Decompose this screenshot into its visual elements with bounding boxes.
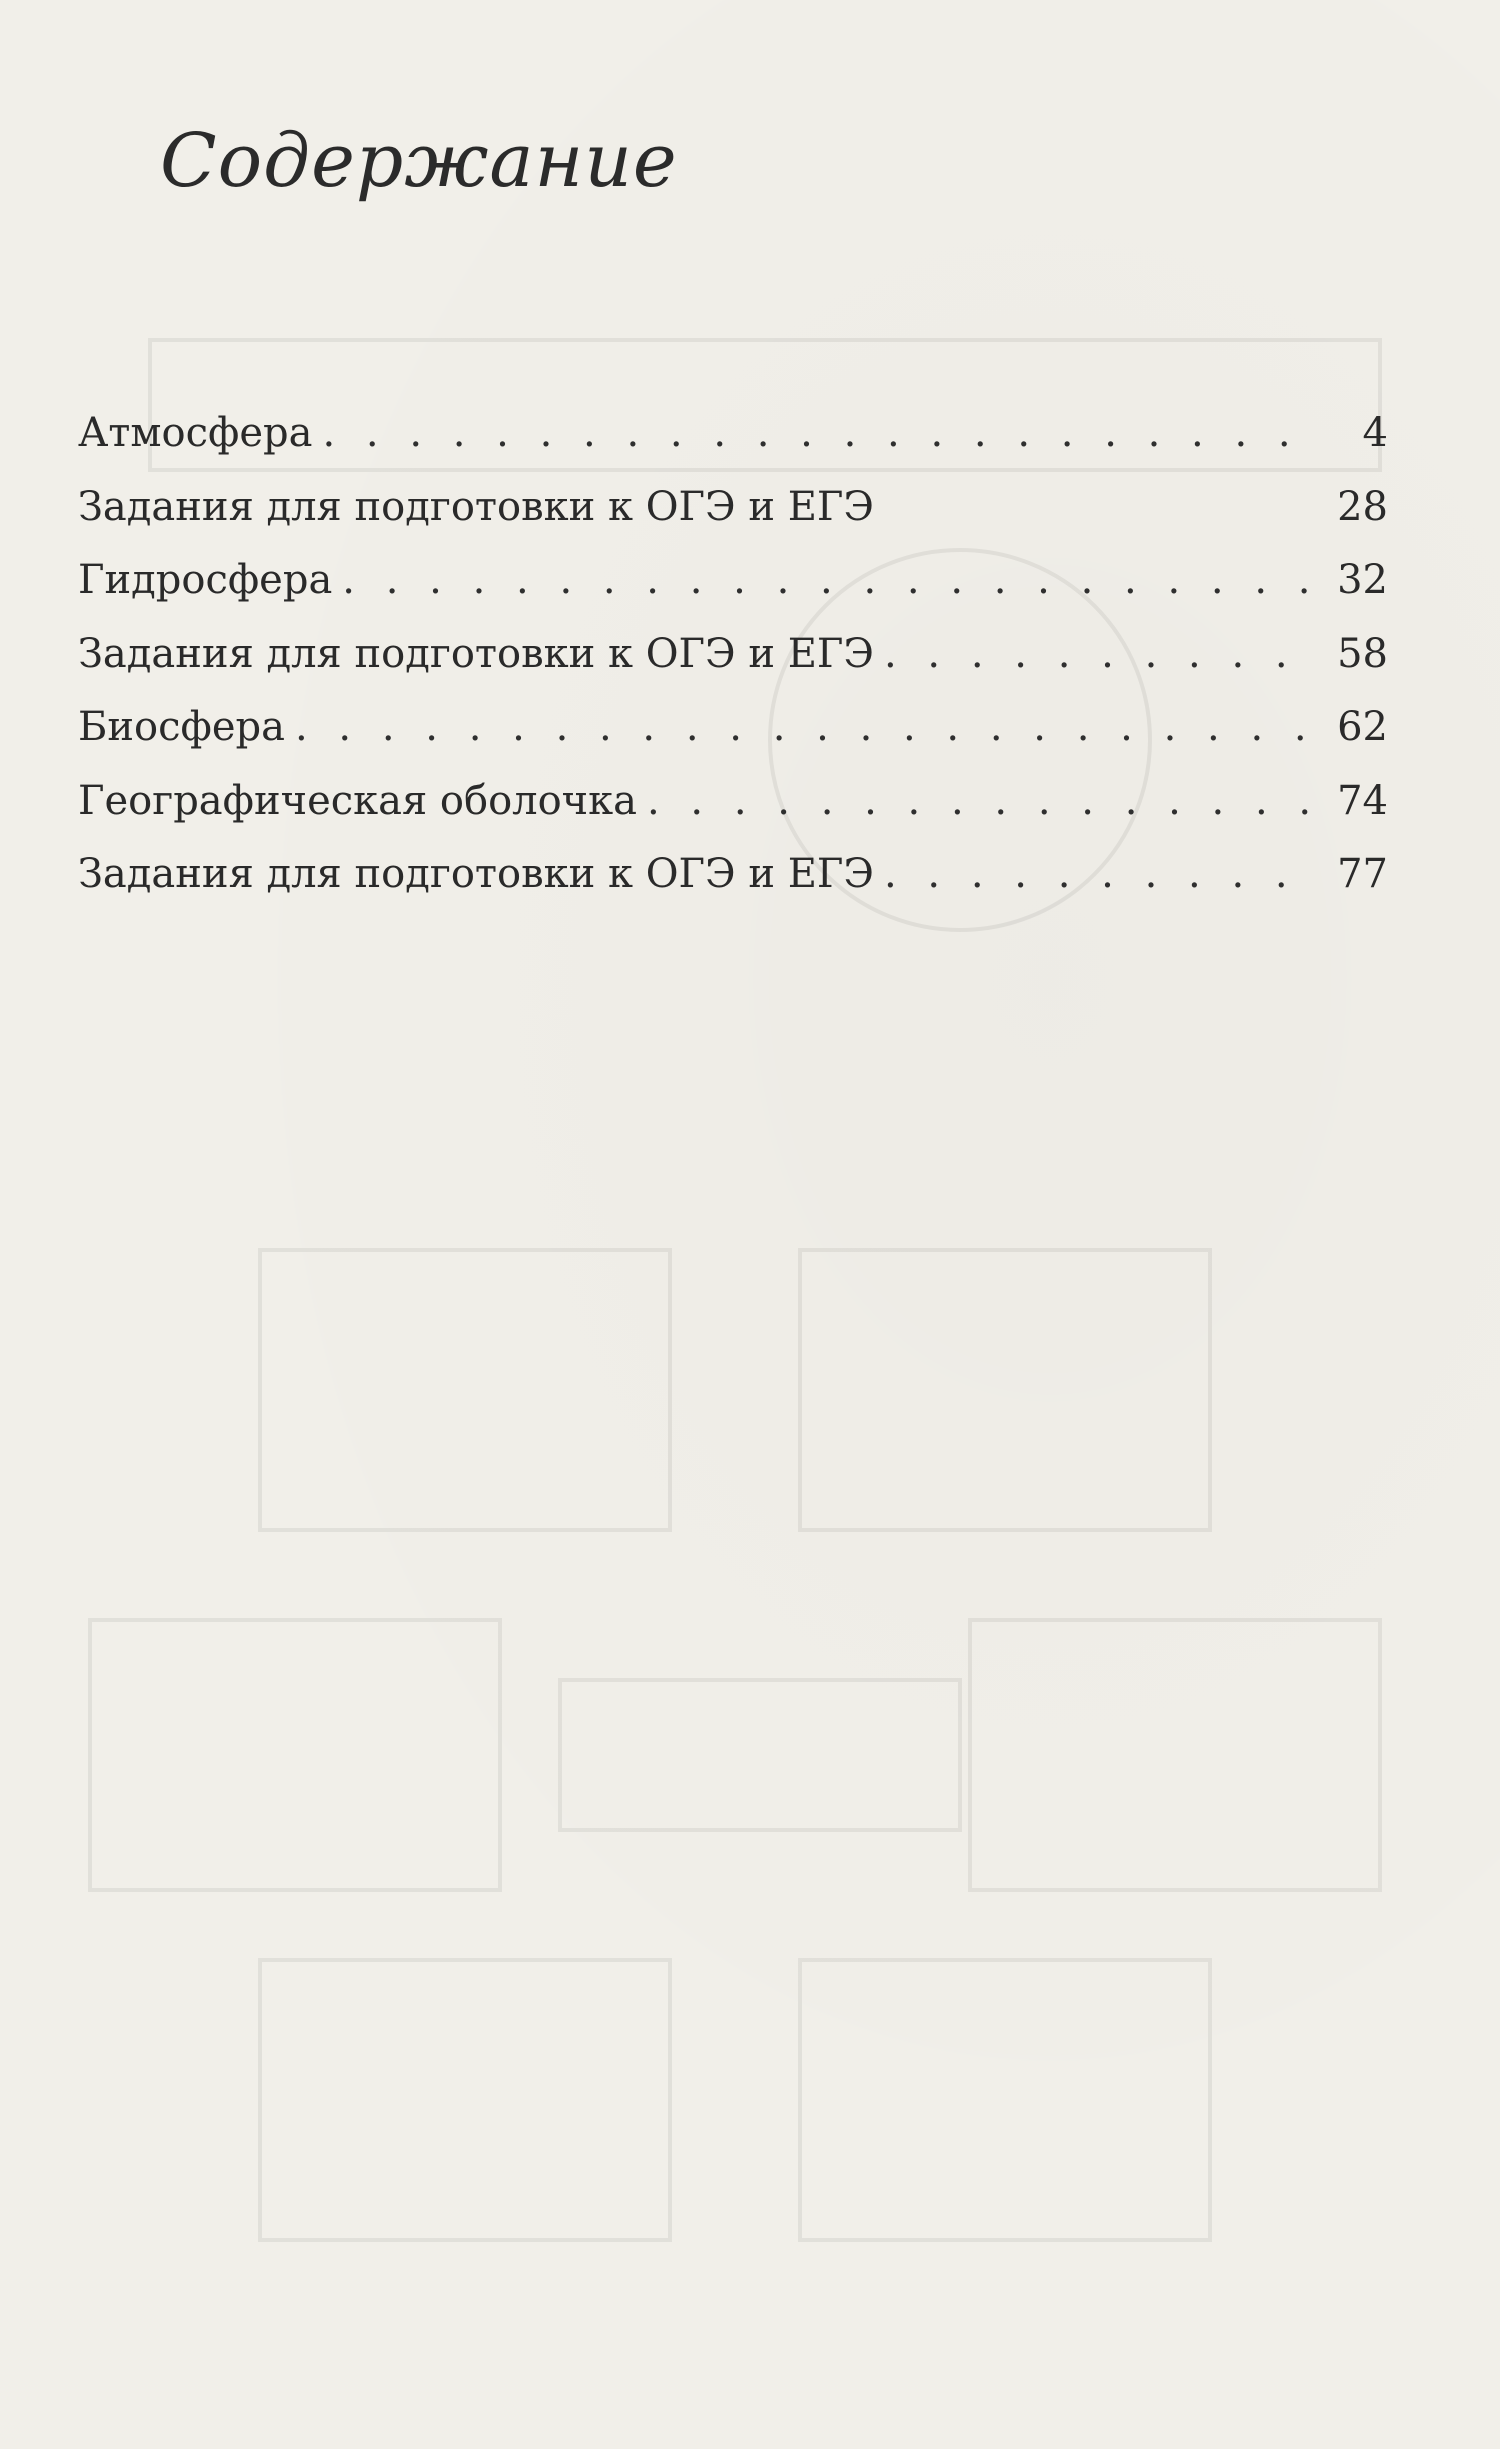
toc-entry-title: Гидросфера bbox=[78, 557, 333, 603]
toc-page-number: 58 bbox=[1337, 630, 1388, 677]
toc-leader-dots bbox=[884, 631, 1314, 677]
toc-entry[interactable] bbox=[78, 410, 1388, 484]
toc-leader-dots bbox=[342, 557, 1314, 603]
page-title: Содержание bbox=[160, 118, 678, 204]
table-of-contents bbox=[78, 410, 1388, 925]
toc-page-number: 4 bbox=[1362, 410, 1388, 456]
toc-leader-dots bbox=[295, 704, 1314, 750]
toc-entry[interactable] bbox=[78, 557, 1388, 631]
toc-entry-title: Задания для подготовки к ОГЭ и ЕГЭ bbox=[78, 483, 874, 530]
toc-page-number: 32 bbox=[1337, 557, 1388, 603]
toc-entry-title: Географическая оболочка bbox=[78, 777, 637, 824]
toc-entry[interactable] bbox=[78, 484, 1388, 558]
toc-leader-dots bbox=[884, 851, 1314, 897]
toc-entry-title: Биосфера bbox=[78, 704, 285, 750]
toc-entry-title: Задания для подготовки к ОГЭ и ЕГЭ bbox=[78, 630, 874, 677]
toc-page-number: 77 bbox=[1337, 851, 1388, 897]
toc-entry[interactable] bbox=[78, 631, 1388, 705]
toc-entry[interactable] bbox=[78, 704, 1388, 778]
toc-page-number: 74 bbox=[1337, 777, 1388, 824]
toc-entry-title: Атмосфера bbox=[78, 410, 313, 456]
toc-entry[interactable] bbox=[78, 851, 1388, 925]
toc-page-number: 62 bbox=[1337, 704, 1388, 750]
toc-leader-dots bbox=[322, 410, 1314, 456]
toc-entry[interactable] bbox=[78, 778, 1388, 852]
toc-leader-dots bbox=[647, 778, 1314, 824]
toc-entry-title: Задания для подготовки к ОГЭ и ЕГЭ bbox=[78, 851, 874, 897]
toc-page-number: 28 bbox=[1337, 483, 1388, 530]
